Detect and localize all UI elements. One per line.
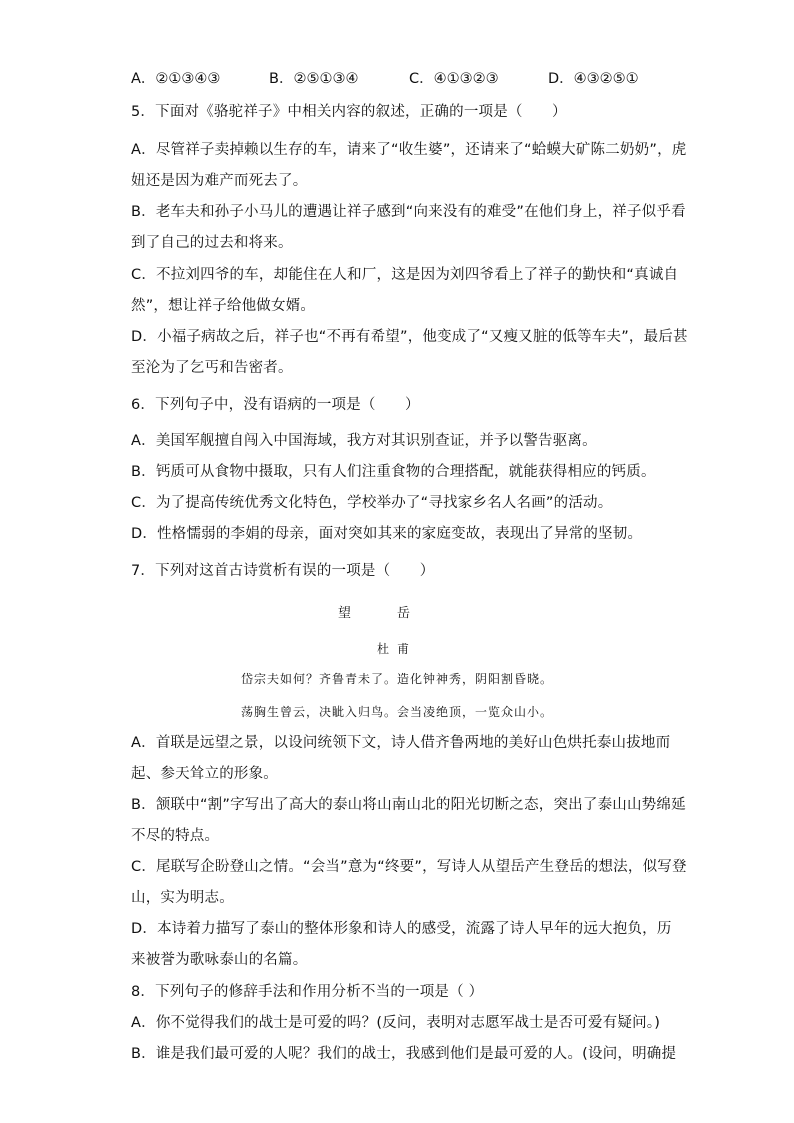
q4-option-b: B．②⑤①③④ (269, 71, 359, 87)
poem-author: 杜甫 (376, 642, 417, 656)
q5-option-c-line1: C．不拉刘四爷的车，却能住在人和厂，这是因为刘四爷看上了祥子的勤快和“真诚自 (131, 267, 679, 283)
q7-option-d-line2: 来被誉为歌咏泰山的名篇。 (131, 952, 308, 968)
q4-option-d: D．④③②⑤① (548, 71, 639, 87)
q7-option-b-line2: 不尽的特点。 (131, 828, 220, 844)
q5-option-a-line1: A．尽管祥子卖掉赖以生存的车，请来了“收生婆”，还请来了“蛤蟆大矿陈二奶奶”，虎 (131, 142, 687, 158)
q4-option-a: A．②①③④③ (131, 71, 221, 87)
question-5-stem: 5．下面对《骆驼祥子》中相关内容的叙述，正确的一项是（ ） (131, 104, 567, 120)
q7-option-c-line2: 山，实为明志。 (131, 890, 234, 906)
q7-option-a-line1: A．首联是远望之景，以设问统领下文，诗人借齐鲁两地的美好山色烘托泰山拔地而 (131, 735, 671, 751)
q7-option-c-line1: C．尾联写企盼登山之情。“会当”意为“终要”，写诗人从望岳产生登岳的想法，似写登 (131, 859, 687, 875)
q6-option-a: A．美国军舰擅自闯入中国海域，我方对其识别查证，并予以警告驱离。 (131, 433, 597, 449)
q8-option-b: B．谁是我们最可爱的人呢？我们的战士，我感到他们是最可爱的人。(设问，明确提 (131, 1046, 677, 1062)
q5-option-d-line2: 至沦为了乞丐和告密者。 (131, 360, 293, 376)
question-8-stem: 8．下列句子的修辞手法和作用分析不当的一项是（ ） (131, 984, 484, 1000)
q5-option-a-line2: 妞还是因为难产而死去了。 (131, 173, 308, 189)
poem-line-1: 岱宗夫如何？齐鲁青未了。造化钟神秀，阴阳割昏晓。 (240, 672, 553, 686)
poem-line-2: 荡胸生曾云，决眦入归鸟。会当凌绝顶，一览众山小。 (240, 705, 553, 719)
question-7-stem: 7．下列对这首古诗赏析有误的一项是（ ） (131, 563, 435, 579)
q7-option-d-line1: D．本诗着力描写了泰山的整体形象和诗人的感受，流露了诗人早年的远大抱负，历 (131, 921, 672, 937)
question-4-options (131, 67, 671, 87)
q7-option-b-line1: B．颔联中“割”字写出了高大的泰山将山南山北的阳光切断之态，突出了泰山山势绵延 (131, 797, 686, 813)
q7-option-a-line2: 起、参天耸立的形象。 (131, 766, 278, 782)
q4-option-c: C．④①③②③ (409, 71, 499, 87)
q6-option-c: C．为了提高传统优秀文化特色，学校举办了“寻找家乡名人名画”的活动。 (131, 495, 613, 511)
q5-option-b-line2: 到了自己的过去和将来。 (131, 235, 293, 251)
q6-option-d: D．性格懦弱的李娟的母亲，面对突如其来的家庭变故，表现出了异常的坚韧。 (131, 526, 643, 542)
q5-option-b-line1: B．老车夫和孙子小马儿的遭遇让祥子感到“向来没有的难受”在他们身上，祥子似乎看 (131, 204, 686, 220)
q6-option-b: B．钙质可从食物中摄取，只有人们注重食物的合理搭配，就能获得相应的钙质。 (131, 464, 656, 480)
q8-option-a: A．你不觉得我们的战士是可爱的吗？(反问，表明对志愿军战士是否可爱有疑问。) (131, 1015, 661, 1031)
q5-option-c-line2: 然”，想让祥子给他做女婿。 (131, 298, 316, 314)
question-6-stem: 6．下列句子中，没有语病的一项是（ ） (131, 397, 420, 413)
q5-option-d-line1: D．小福子病故之后，祥子也“不再有希望”，他变成了“又瘦又脏的低等车夫”，最后甚 (131, 329, 688, 345)
poem-title: 望岳 (337, 606, 456, 621)
